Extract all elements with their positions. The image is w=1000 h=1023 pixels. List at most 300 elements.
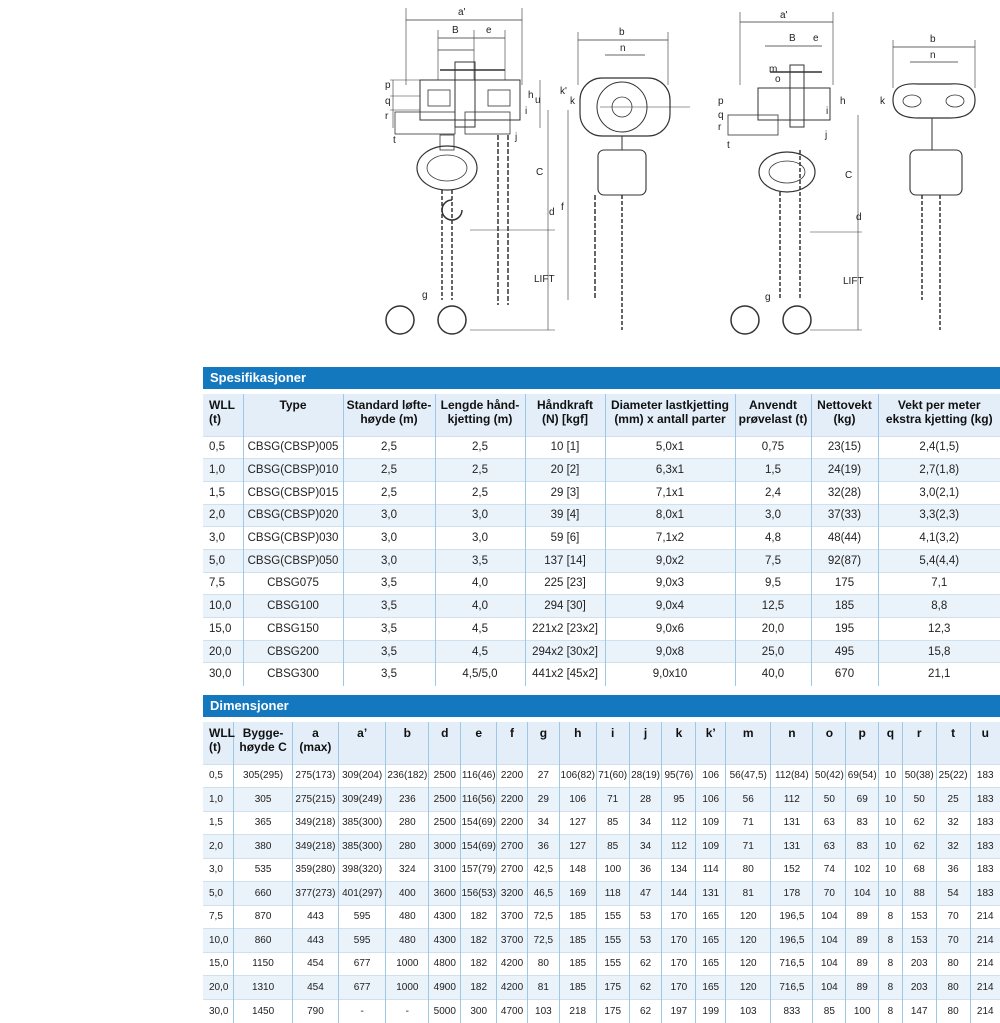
dims-header-cell bbox=[234, 722, 293, 764]
table-cell: 0,5 bbox=[203, 764, 234, 788]
table-cell: 46,5 bbox=[527, 882, 559, 906]
table-cell: 12,5 bbox=[735, 595, 811, 618]
table-cell: 280 bbox=[386, 811, 429, 835]
table-cell: - bbox=[386, 999, 429, 1023]
table-cell: 3,0 bbox=[343, 549, 435, 572]
table-cell: 106(82) bbox=[559, 764, 596, 788]
table-cell: 63 bbox=[813, 835, 846, 859]
table-cell: 214 bbox=[970, 999, 1000, 1023]
specs-header-text: Lengde hånd- bbox=[436, 398, 525, 412]
table-cell: 218 bbox=[559, 999, 596, 1023]
table-cell: 71 bbox=[596, 788, 629, 812]
table-cell: 103 bbox=[726, 999, 771, 1023]
table-cell: 30,0 bbox=[203, 999, 234, 1023]
table-cell: 104 bbox=[813, 952, 846, 976]
table-cell: 3,5 bbox=[343, 572, 435, 595]
label-a-prime-right: a' bbox=[780, 10, 788, 21]
table-cell: 182 bbox=[461, 905, 497, 929]
label-n: n bbox=[620, 43, 626, 54]
table-cell: 236(182) bbox=[386, 764, 429, 788]
table-cell: 85 bbox=[596, 811, 629, 835]
table-cell: 15,8 bbox=[878, 640, 1000, 663]
table-cell: 53 bbox=[629, 929, 662, 953]
table-cell: 8 bbox=[879, 905, 903, 929]
table-cell: 214 bbox=[970, 905, 1000, 929]
table-cell: 443 bbox=[292, 905, 338, 929]
table-cell: 5000 bbox=[429, 999, 461, 1023]
dims-header-text: k bbox=[662, 726, 695, 740]
specs-header-text: WLL bbox=[209, 398, 243, 412]
dims-header-text: (t) bbox=[209, 740, 233, 754]
table-cell: 71 bbox=[726, 835, 771, 859]
table-cell: 275(173) bbox=[292, 764, 338, 788]
table-cell: 221x2 [23x2] bbox=[525, 618, 605, 641]
table-cell: 2,5 bbox=[343, 481, 435, 504]
table-cell: 112 bbox=[662, 811, 696, 835]
specs-section-title: Spesifikasjoner bbox=[203, 367, 1000, 389]
table-cell: 127 bbox=[559, 811, 596, 835]
table-cell: 183 bbox=[970, 764, 1000, 788]
specs-header-text: (t) bbox=[209, 412, 243, 426]
label-o: o bbox=[775, 74, 781, 85]
label-g: g bbox=[422, 290, 428, 301]
table-cell: 72,5 bbox=[527, 929, 559, 953]
table-cell: 104 bbox=[813, 976, 846, 1000]
table-cell: 870 bbox=[234, 905, 293, 929]
table-cell: 183 bbox=[970, 835, 1000, 859]
table-cell: 4,1(3,2) bbox=[878, 527, 1000, 550]
label-k-right: k bbox=[880, 96, 886, 107]
specs-header-text: Håndkraft bbox=[526, 398, 605, 412]
dims-header-text: u bbox=[971, 726, 1000, 740]
table-cell: 8,0x1 bbox=[605, 504, 735, 527]
label-k-prime: k' bbox=[560, 86, 567, 97]
table-cell: 595 bbox=[339, 929, 386, 953]
table-cell: 1150 bbox=[234, 952, 293, 976]
table-cell: 595 bbox=[339, 905, 386, 929]
table-cell: 183 bbox=[970, 811, 1000, 835]
specs-header-cell bbox=[811, 394, 878, 436]
table-cell: 71(60) bbox=[596, 764, 629, 788]
label-a-prime: a' bbox=[458, 7, 466, 18]
table-cell: 36 bbox=[936, 858, 970, 882]
dims-header-text: t bbox=[937, 726, 970, 740]
table-cell: 72,5 bbox=[527, 905, 559, 929]
dims-header-row bbox=[203, 722, 1000, 764]
table-row bbox=[203, 459, 1000, 482]
table-cell: 4,0 bbox=[435, 572, 525, 595]
dims-header-cell bbox=[879, 722, 903, 764]
table-cell: 34 bbox=[527, 811, 559, 835]
table-cell: 3700 bbox=[497, 905, 528, 929]
table-cell: 401(297) bbox=[339, 882, 386, 906]
table-cell: 2,5 bbox=[435, 481, 525, 504]
table-cell: 294 [30] bbox=[525, 595, 605, 618]
table-cell: 2,0 bbox=[203, 835, 234, 859]
table-cell: 860 bbox=[234, 929, 293, 953]
table-cell: CBSG200 bbox=[243, 640, 343, 663]
dims-header-text: p bbox=[846, 726, 878, 740]
table-cell: 10,0 bbox=[203, 929, 234, 953]
table-row bbox=[203, 905, 1000, 929]
table-cell: 4800 bbox=[429, 952, 461, 976]
table-row bbox=[203, 572, 1000, 595]
specs-header-text: høyde (m) bbox=[344, 412, 435, 426]
table-cell: 677 bbox=[339, 976, 386, 1000]
table-cell: 2,5 bbox=[435, 436, 525, 459]
dims-header-cell bbox=[596, 722, 629, 764]
table-cell: 1450 bbox=[234, 999, 293, 1023]
table-cell: 178 bbox=[771, 882, 813, 906]
dims-header-text: a bbox=[293, 726, 338, 740]
label-b-right: b bbox=[930, 34, 936, 45]
table-cell: 24(19) bbox=[811, 459, 878, 482]
table-cell: 25,0 bbox=[735, 640, 811, 663]
table-cell: 170 bbox=[662, 905, 696, 929]
table-cell: 175 bbox=[596, 999, 629, 1023]
label-d-right: d bbox=[856, 212, 862, 223]
dims-header-cell bbox=[726, 722, 771, 764]
dims-header-text: a’ bbox=[339, 726, 385, 740]
table-cell: 80 bbox=[936, 976, 970, 1000]
dims-header-cell bbox=[339, 722, 386, 764]
table-cell: CBSG(CBSP)010 bbox=[243, 459, 343, 482]
dims-header-text: e bbox=[461, 726, 496, 740]
table-cell: 380 bbox=[234, 835, 293, 859]
table-cell: 21,1 bbox=[878, 663, 1000, 686]
table-cell: 112 bbox=[662, 835, 696, 859]
table-cell: 454 bbox=[292, 976, 338, 1000]
table-row bbox=[203, 929, 1000, 953]
table-cell: 1,0 bbox=[203, 788, 234, 812]
table-cell: 385(300) bbox=[339, 835, 386, 859]
table-cell: 32(28) bbox=[811, 481, 878, 504]
table-cell: 102 bbox=[846, 858, 879, 882]
table-cell: 95 bbox=[662, 788, 696, 812]
dims-header-cell bbox=[461, 722, 497, 764]
dims-header-text: r bbox=[903, 726, 936, 740]
table-cell: 62 bbox=[629, 999, 662, 1023]
dims-body bbox=[203, 764, 1000, 1023]
table-cell: 480 bbox=[386, 929, 429, 953]
table-cell: 3,0(2,1) bbox=[878, 481, 1000, 504]
table-cell: 10 [1] bbox=[525, 436, 605, 459]
table-cell: 7,5 bbox=[735, 549, 811, 572]
dims-header-text: n bbox=[771, 726, 812, 740]
table-cell: 349(218) bbox=[292, 811, 338, 835]
table-cell: 3,0 bbox=[435, 527, 525, 550]
table-cell: 70 bbox=[813, 882, 846, 906]
table-cell: 2500 bbox=[429, 764, 461, 788]
table-cell: 4,8 bbox=[735, 527, 811, 550]
label-p: p bbox=[385, 80, 391, 91]
dims-header-text: d bbox=[429, 726, 460, 740]
specs-header-cell bbox=[605, 394, 735, 436]
table-cell: 309(204) bbox=[339, 764, 386, 788]
specs-header-cell bbox=[525, 394, 605, 436]
table-cell: 25 bbox=[936, 788, 970, 812]
table-cell: 131 bbox=[771, 835, 813, 859]
table-cell: 54 bbox=[936, 882, 970, 906]
table-cell: 175 bbox=[596, 976, 629, 1000]
table-cell: 70 bbox=[936, 929, 970, 953]
dims-header-cell bbox=[629, 722, 662, 764]
dims-header-text: b bbox=[386, 726, 428, 740]
table-cell: 203 bbox=[902, 976, 936, 1000]
table-cell: 95(76) bbox=[662, 764, 696, 788]
dims-header-text: (max) bbox=[293, 740, 338, 754]
table-cell: 7,1x2 bbox=[605, 527, 735, 550]
table-cell: 80 bbox=[936, 999, 970, 1023]
table-cell: 535 bbox=[234, 858, 293, 882]
table-cell: 183 bbox=[970, 858, 1000, 882]
label-LIFT-right: LIFT bbox=[843, 276, 864, 287]
table-cell: 9,5 bbox=[735, 572, 811, 595]
table-cell: 20,0 bbox=[203, 640, 243, 663]
table-cell: 10 bbox=[879, 811, 903, 835]
table-cell: 37(33) bbox=[811, 504, 878, 527]
table-row bbox=[203, 999, 1000, 1023]
table-row bbox=[203, 835, 1000, 859]
table-cell: 109 bbox=[696, 835, 726, 859]
table-cell: 170 bbox=[662, 952, 696, 976]
dims-header-text: o bbox=[813, 726, 845, 740]
dims-header-cell bbox=[662, 722, 696, 764]
specs-header-text: Vekt per meter bbox=[879, 398, 1000, 412]
specs-header-text: Nettovekt bbox=[812, 398, 878, 412]
table-row bbox=[203, 788, 1000, 812]
table-cell: 118 bbox=[596, 882, 629, 906]
table-cell: 3,5 bbox=[435, 549, 525, 572]
table-cell: 89 bbox=[846, 929, 879, 953]
label-q-right: q bbox=[718, 110, 724, 121]
dims-header-text: h bbox=[560, 726, 596, 740]
table-cell: 50(42) bbox=[813, 764, 846, 788]
table-row bbox=[203, 882, 1000, 906]
table-cell: 9,0x10 bbox=[605, 663, 735, 686]
specs-header-row bbox=[203, 394, 1000, 436]
table-cell: 3700 bbox=[497, 929, 528, 953]
table-cell: 4300 bbox=[429, 905, 461, 929]
table-cell: 106 bbox=[696, 788, 726, 812]
dims-header-text: i bbox=[597, 726, 629, 740]
table-cell: 8 bbox=[879, 952, 903, 976]
table-cell: 203 bbox=[902, 952, 936, 976]
table-cell: 236 bbox=[386, 788, 429, 812]
table-row bbox=[203, 436, 1000, 459]
table-cell: 83 bbox=[846, 835, 879, 859]
table-cell: 80 bbox=[726, 858, 771, 882]
table-cell: 68 bbox=[902, 858, 936, 882]
table-cell: 10 bbox=[879, 764, 903, 788]
table-cell: 120 bbox=[726, 976, 771, 1000]
label-e: e bbox=[486, 25, 492, 36]
table-cell: 30,0 bbox=[203, 663, 243, 686]
table-cell: 56 bbox=[726, 788, 771, 812]
table-cell: 2200 bbox=[497, 811, 528, 835]
label-j: j bbox=[514, 132, 517, 143]
table-cell: 294x2 [30x2] bbox=[525, 640, 605, 663]
label-k: k bbox=[570, 96, 576, 107]
label-g-right: g bbox=[765, 292, 771, 303]
table-cell: 120 bbox=[726, 905, 771, 929]
dims-header-cell bbox=[559, 722, 596, 764]
right-hoist-front-view bbox=[880, 34, 975, 330]
table-cell: 1310 bbox=[234, 976, 293, 1000]
table-cell: 833 bbox=[771, 999, 813, 1023]
table-cell: 32 bbox=[936, 811, 970, 835]
label-h: h bbox=[528, 90, 534, 101]
table-cell: 182 bbox=[461, 976, 497, 1000]
table-cell: 3,0 bbox=[203, 858, 234, 882]
table-cell: CBSG300 bbox=[243, 663, 343, 686]
table-cell: 7,5 bbox=[203, 572, 243, 595]
table-cell: 8 bbox=[879, 999, 903, 1023]
table-cell: 1,5 bbox=[203, 811, 234, 835]
table-cell: 443 bbox=[292, 929, 338, 953]
table-cell: 34 bbox=[629, 811, 662, 835]
table-cell: 104 bbox=[813, 929, 846, 953]
table-cell: 112 bbox=[771, 788, 813, 812]
table-cell: 28 bbox=[629, 788, 662, 812]
table-cell: 305(295) bbox=[234, 764, 293, 788]
table-cell: 59 [6] bbox=[525, 527, 605, 550]
label-j-right: j bbox=[824, 130, 827, 141]
table-cell: 153 bbox=[902, 929, 936, 953]
table-row bbox=[203, 481, 1000, 504]
table-cell: 3,5 bbox=[343, 663, 435, 686]
table-cell: 1,5 bbox=[735, 459, 811, 482]
table-cell: 127 bbox=[559, 835, 596, 859]
table-cell: 116(56) bbox=[461, 788, 497, 812]
table-cell: - bbox=[339, 999, 386, 1023]
table-cell: 0,75 bbox=[735, 436, 811, 459]
label-B-right: B bbox=[789, 33, 796, 44]
table-cell: 9,0x6 bbox=[605, 618, 735, 641]
table-cell: 170 bbox=[662, 976, 696, 1000]
table-cell: 10 bbox=[879, 835, 903, 859]
dims-section-title: Dimensjoner bbox=[203, 695, 1000, 717]
label-C-right: C bbox=[845, 170, 852, 181]
table-cell: 3000 bbox=[429, 835, 461, 859]
dims-header-cell bbox=[386, 722, 429, 764]
table-cell: 154(69) bbox=[461, 811, 497, 835]
table-cell: 152 bbox=[771, 858, 813, 882]
table-cell: 2200 bbox=[497, 788, 528, 812]
specs-header-text: Type bbox=[244, 398, 343, 412]
left-hoist-front-view bbox=[560, 27, 690, 330]
table-cell: 69(54) bbox=[846, 764, 879, 788]
table-cell: 85 bbox=[596, 835, 629, 859]
table-cell: 81 bbox=[726, 882, 771, 906]
table-cell: 89 bbox=[846, 952, 879, 976]
table-cell: 36 bbox=[527, 835, 559, 859]
table-cell: 62 bbox=[629, 976, 662, 1000]
table-cell: 155 bbox=[596, 905, 629, 929]
dims-header-cell bbox=[846, 722, 879, 764]
table-cell: 50 bbox=[902, 788, 936, 812]
table-cell: 280 bbox=[386, 835, 429, 859]
table-cell: 153 bbox=[902, 905, 936, 929]
table-cell: 10 bbox=[879, 858, 903, 882]
specs-header-text: Anvendt bbox=[736, 398, 811, 412]
table-cell: 62 bbox=[629, 952, 662, 976]
dims-header-cell bbox=[936, 722, 970, 764]
table-cell: 32 bbox=[936, 835, 970, 859]
table-cell: 365 bbox=[234, 811, 293, 835]
dims-header-text: høyde C bbox=[234, 740, 292, 754]
table-cell: 2700 bbox=[497, 858, 528, 882]
label-i: i bbox=[525, 106, 527, 117]
dims-header-text: Bygge- bbox=[234, 726, 292, 740]
table-cell: 120 bbox=[726, 952, 771, 976]
table-cell: 114 bbox=[696, 858, 726, 882]
table-cell: 183 bbox=[970, 882, 1000, 906]
label-r-right: r bbox=[718, 122, 722, 133]
table-cell: 495 bbox=[811, 640, 878, 663]
table-cell: 2,7(1,8) bbox=[878, 459, 1000, 482]
table-cell: 385(300) bbox=[339, 811, 386, 835]
table-cell: 148 bbox=[559, 858, 596, 882]
specs-header-text: (mm) x antall parter bbox=[606, 412, 735, 426]
label-t-right: t bbox=[727, 140, 730, 151]
specs-header-text: (kg) bbox=[812, 412, 878, 426]
table-row bbox=[203, 764, 1000, 788]
table-cell: 2,4 bbox=[735, 481, 811, 504]
table-cell: 155 bbox=[596, 929, 629, 953]
label-C: C bbox=[536, 167, 543, 178]
table-cell: 3,0 bbox=[343, 504, 435, 527]
table-cell: 71 bbox=[726, 811, 771, 835]
table-cell: 2,5 bbox=[343, 436, 435, 459]
table-cell: 40,0 bbox=[735, 663, 811, 686]
specs-header-text: ekstra kjetting (kg) bbox=[879, 412, 1000, 426]
table-cell: 112(84) bbox=[771, 764, 813, 788]
table-cell: 100 bbox=[596, 858, 629, 882]
table-cell: 305 bbox=[234, 788, 293, 812]
table-row bbox=[203, 549, 1000, 572]
table-row bbox=[203, 527, 1000, 550]
table-cell: 29 bbox=[527, 788, 559, 812]
table-cell: 441x2 [45x2] bbox=[525, 663, 605, 686]
table-cell: 398(320) bbox=[339, 858, 386, 882]
dims-header-text: q bbox=[879, 726, 902, 740]
table-cell: 8,8 bbox=[878, 595, 1000, 618]
table-cell: 147 bbox=[902, 999, 936, 1023]
table-cell: 170 bbox=[662, 929, 696, 953]
dims-header-cell bbox=[902, 722, 936, 764]
table-cell: 3100 bbox=[429, 858, 461, 882]
technical-drawings bbox=[0, 0, 1000, 350]
table-cell: CBSG(CBSP)015 bbox=[243, 481, 343, 504]
table-cell: 2,5 bbox=[343, 459, 435, 482]
dims-header-text: g bbox=[528, 726, 559, 740]
table-cell: 4,5/5,0 bbox=[435, 663, 525, 686]
table-cell: 716,5 bbox=[771, 952, 813, 976]
table-cell: 8 bbox=[879, 929, 903, 953]
table-cell: 62 bbox=[902, 811, 936, 835]
table-cell: 0,5 bbox=[203, 436, 243, 459]
table-cell: 3600 bbox=[429, 882, 461, 906]
specs-header-text: (N) [kgf] bbox=[526, 412, 605, 426]
table-cell: 157(79) bbox=[461, 858, 497, 882]
table-cell: 92(87) bbox=[811, 549, 878, 572]
table-cell: 4700 bbox=[497, 999, 528, 1023]
table-cell: 3,3(2,3) bbox=[878, 504, 1000, 527]
table-cell: 106 bbox=[696, 764, 726, 788]
table-cell: CBSG(CBSP)005 bbox=[243, 436, 343, 459]
table-cell: 4300 bbox=[429, 929, 461, 953]
